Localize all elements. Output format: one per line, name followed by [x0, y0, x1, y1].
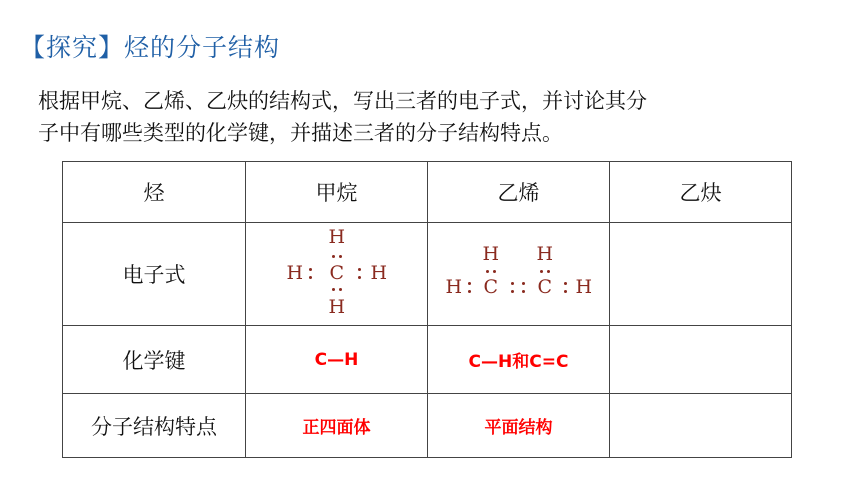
ethylene-structure-answer: 平面结构	[428, 394, 610, 458]
electron-dot	[332, 255, 335, 258]
electron-dot	[522, 282, 525, 285]
acetylene-bond-answer	[610, 326, 792, 394]
electron-dot	[358, 268, 361, 271]
row-label-structure-feature: 分子结构特点	[63, 394, 246, 458]
methane-c-center: C	[329, 262, 345, 284]
ethylene-c-right: C	[537, 276, 553, 298]
header-ethylene: 乙烯	[428, 162, 610, 223]
ethylene-c-left: C	[483, 276, 499, 298]
molecular-structure-row	[63, 394, 792, 458]
instruction-text	[38, 85, 838, 149]
hydrocarbon-table	[62, 161, 792, 458]
electron-dot	[511, 290, 514, 293]
electron-dot	[309, 268, 312, 271]
electron-formula-row	[63, 223, 792, 326]
electron-dot	[564, 282, 567, 285]
header-row	[63, 162, 792, 223]
ethylene-dot-structure	[446, 245, 592, 299]
ethylene-h-right: H	[575, 276, 593, 298]
instruction-line-1: 根据甲烷、乙烯、乙炔的结构式，写出三者的电子式，并讨论其分	[38, 89, 647, 113]
ethylene-electron-formula	[428, 223, 610, 326]
chemical-bond-row	[63, 326, 792, 394]
electron-dot	[339, 255, 342, 258]
electron-dot	[540, 270, 543, 273]
electron-dot	[522, 290, 525, 293]
methane-electron-formula	[246, 223, 428, 326]
ethylene-h-top-right: H	[536, 243, 554, 265]
slide-title: 【探究】烃的分子结构	[20, 33, 281, 62]
instruction-line-2: 子中有哪些类型的化学键，并描述三者的分子结构特点。	[38, 121, 563, 145]
methane-h-right: H	[370, 262, 388, 284]
electron-dot	[468, 290, 471, 293]
header-methane: 甲烷	[246, 162, 428, 223]
row-label-chemical-bond: 化学键	[63, 326, 246, 394]
electron-dot	[564, 290, 567, 293]
acetylene-electron-formula-empty	[610, 223, 792, 326]
electron-dot	[486, 270, 489, 273]
ethylene-bond-answer: C—H和C=C	[428, 326, 610, 394]
methane-h-bottom: H	[328, 296, 346, 318]
header-hydrocarbon: 烃	[63, 162, 246, 223]
electron-dot	[547, 270, 550, 273]
electron-dot	[339, 288, 342, 291]
electron-dot	[309, 276, 312, 279]
acetylene-structure-answer	[610, 394, 792, 458]
header-acetylene: 乙炔	[610, 162, 792, 223]
electron-dot	[332, 288, 335, 291]
ethylene-h-left: H	[445, 276, 463, 298]
electron-dot	[493, 270, 496, 273]
ethylene-h-top-left: H	[482, 243, 500, 265]
electron-dot	[468, 282, 471, 285]
methane-bond-answer: C—H	[246, 326, 428, 394]
electron-dot	[358, 276, 361, 279]
methane-h-left: H	[286, 262, 304, 284]
electron-dot	[511, 282, 514, 285]
methane-h-top: H	[328, 226, 346, 248]
methane-dot-structure	[287, 228, 387, 316]
methane-structure-answer: 正四面体	[246, 394, 428, 458]
row-label-electron-formula: 电子式	[63, 223, 246, 326]
